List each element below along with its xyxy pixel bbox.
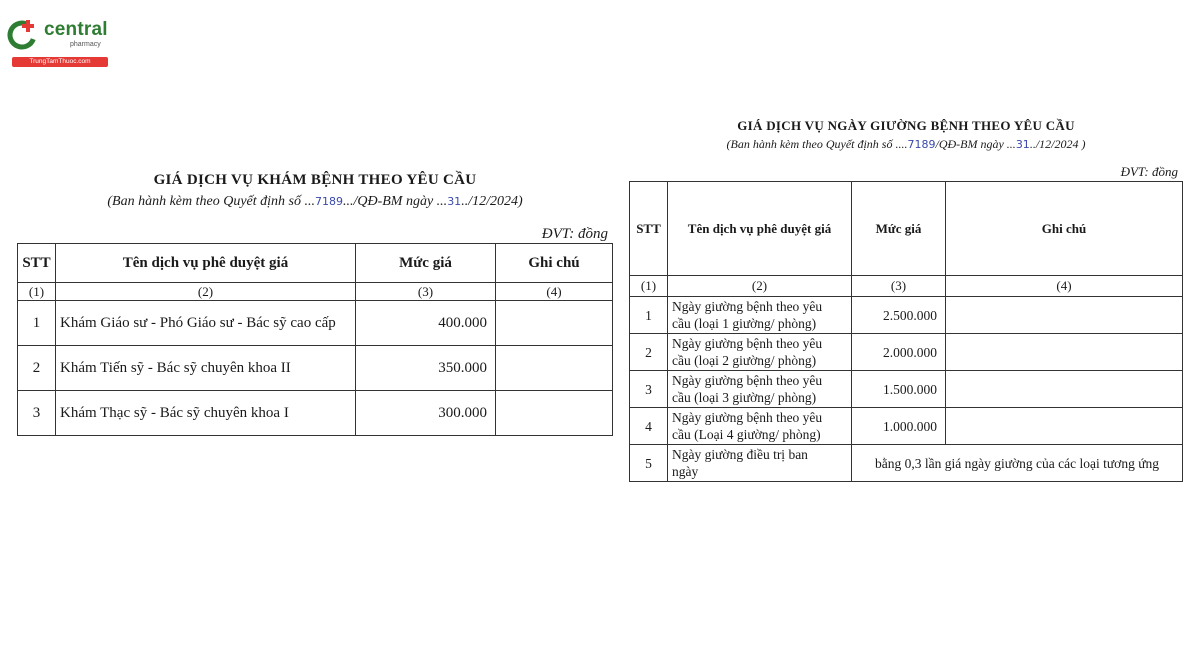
row-service-name: Khám Thạc sỹ - Bác sỹ chuyên khoa I xyxy=(56,391,356,436)
table-row xyxy=(18,391,613,436)
table-header-row xyxy=(18,244,613,283)
header-note: Ghi chú xyxy=(946,182,1183,276)
service-name-line: Ngày giường điều trị ban xyxy=(672,447,808,462)
service-name-line: cầu (loại 1 giường/ phòng) xyxy=(672,316,817,331)
row-price: 1.500.000 xyxy=(852,371,946,408)
logo-site-url: TrungTamThuoc.com xyxy=(12,57,108,67)
column-number: (1) xyxy=(630,276,668,297)
row-stt: 2 xyxy=(630,334,668,371)
table-row xyxy=(630,445,1183,482)
table-header-row xyxy=(630,182,1183,276)
logo-tagline: pharmacy xyxy=(70,41,101,48)
column-number: (2) xyxy=(56,283,356,301)
service-name-line: Ngày giường bệnh theo yêu xyxy=(672,299,823,314)
column-number: (2) xyxy=(668,276,852,297)
row-price: 2.500.000 xyxy=(852,297,946,334)
document-title: GIÁ DỊCH VỤ KHÁM BỆNH THEO YÊU CẦU xyxy=(153,172,477,188)
row-stt: 2 xyxy=(18,346,56,391)
table-row xyxy=(630,334,1183,371)
service-name-line: cầu (Loại 4 giường/ phòng) xyxy=(672,427,821,442)
row-note xyxy=(946,297,1183,334)
unit-label: ĐVT: đồng xyxy=(541,226,608,242)
handwritten-decision-number: 7189 xyxy=(907,138,936,151)
row-merged-price-note: bằng 0,3 lần giá ngày giường của các loại tương ứng xyxy=(852,445,1183,482)
column-number: (4) xyxy=(496,283,613,301)
row-service-name: Khám Giáo sư - Phó Giáo sư - Bác sỹ cao cấp xyxy=(56,301,356,346)
row-note xyxy=(496,391,613,436)
header-price: Mức giá xyxy=(356,244,496,283)
service-name-line: cầu (loại 2 giường/ phòng) xyxy=(672,353,817,368)
service-name-line: Ngày giường bệnh theo yêu xyxy=(672,373,823,388)
logo-wordmark: central xyxy=(44,19,108,40)
header-price: Mức giá xyxy=(852,182,946,276)
row-stt: 1 xyxy=(18,301,56,346)
header-note: Ghi chú xyxy=(496,244,613,283)
row-service-name: Khám Tiến sỹ - Bác sỹ chuyên khoa II xyxy=(56,346,356,391)
column-number: (3) xyxy=(852,276,946,297)
service-name-line: Ngày giường bệnh theo yêu xyxy=(672,410,823,425)
row-note xyxy=(946,334,1183,371)
row-price: 300.000 xyxy=(356,391,496,436)
pharmacy-cross-logo-icon xyxy=(6,18,40,52)
header-stt: STT xyxy=(630,182,668,276)
service-name-line: Ngày giường bệnh theo yêu xyxy=(672,336,823,351)
row-service-name xyxy=(668,334,852,371)
header-service-name: Tên dịch vụ phê duyệt giá xyxy=(668,182,852,276)
header-stt: STT xyxy=(18,244,56,283)
document-subtitle xyxy=(630,137,1182,152)
row-price: 350.000 xyxy=(356,346,496,391)
column-number: (4) xyxy=(946,276,1183,297)
document-subtitle xyxy=(20,194,610,210)
handwritten-day: 31 xyxy=(447,195,462,208)
row-service-name xyxy=(668,371,852,408)
handwritten-decision-number: 7189 xyxy=(314,195,343,208)
bed-day-price-table xyxy=(629,181,1183,482)
row-note xyxy=(946,408,1183,445)
row-stt: 3 xyxy=(630,371,668,408)
column-number: (1) xyxy=(18,283,56,301)
table-row xyxy=(630,408,1183,445)
subtitle-suffix: ../12/2024 ) xyxy=(1029,137,1086,151)
document-title: GIÁ DỊCH VỤ NGÀY GIƯỜNG BỆNH THEO YÊU CẦU xyxy=(737,118,1075,133)
subtitle-prefix: (Ban hành kèm theo Quyết định số ... xyxy=(107,194,315,209)
row-note xyxy=(496,346,613,391)
handwritten-day: 31 xyxy=(1015,138,1030,151)
row-price: 1.000.000 xyxy=(852,408,946,445)
row-stt: 1 xyxy=(630,297,668,334)
table-row xyxy=(18,346,613,391)
row-price: 400.000 xyxy=(356,301,496,346)
row-price: 2.000.000 xyxy=(852,334,946,371)
service-name-line: ngày xyxy=(672,464,699,479)
table-row xyxy=(630,371,1183,408)
row-note xyxy=(946,371,1183,408)
subtitle-mid: .../QĐ-BM ngày ... xyxy=(342,194,448,209)
subtitle-suffix: ../12/2024) xyxy=(461,194,523,209)
table-row xyxy=(18,301,613,346)
central-pharmacy-logo[interactable] xyxy=(6,16,106,68)
row-service-name xyxy=(668,408,852,445)
subtitle-mid: /QĐ-BM ngày ... xyxy=(935,137,1016,151)
table-row xyxy=(630,297,1183,334)
row-service-name xyxy=(668,445,852,482)
row-stt: 3 xyxy=(18,391,56,436)
unit-label: ĐVT: đồng xyxy=(1120,164,1178,179)
column-number-row xyxy=(18,283,613,301)
row-stt: 4 xyxy=(630,408,668,445)
row-stt: 5 xyxy=(630,445,668,482)
row-note xyxy=(496,301,613,346)
exam-price-table xyxy=(17,243,613,436)
column-number-row xyxy=(630,276,1183,297)
column-number: (3) xyxy=(356,283,496,301)
service-name-line: cầu (loại 3 giường/ phòng) xyxy=(672,390,817,405)
subtitle-prefix: (Ban hành kèm theo Quyết định số .... xyxy=(726,137,908,151)
row-service-name xyxy=(668,297,852,334)
header-service-name: Tên dịch vụ phê duyệt giá xyxy=(56,244,356,283)
